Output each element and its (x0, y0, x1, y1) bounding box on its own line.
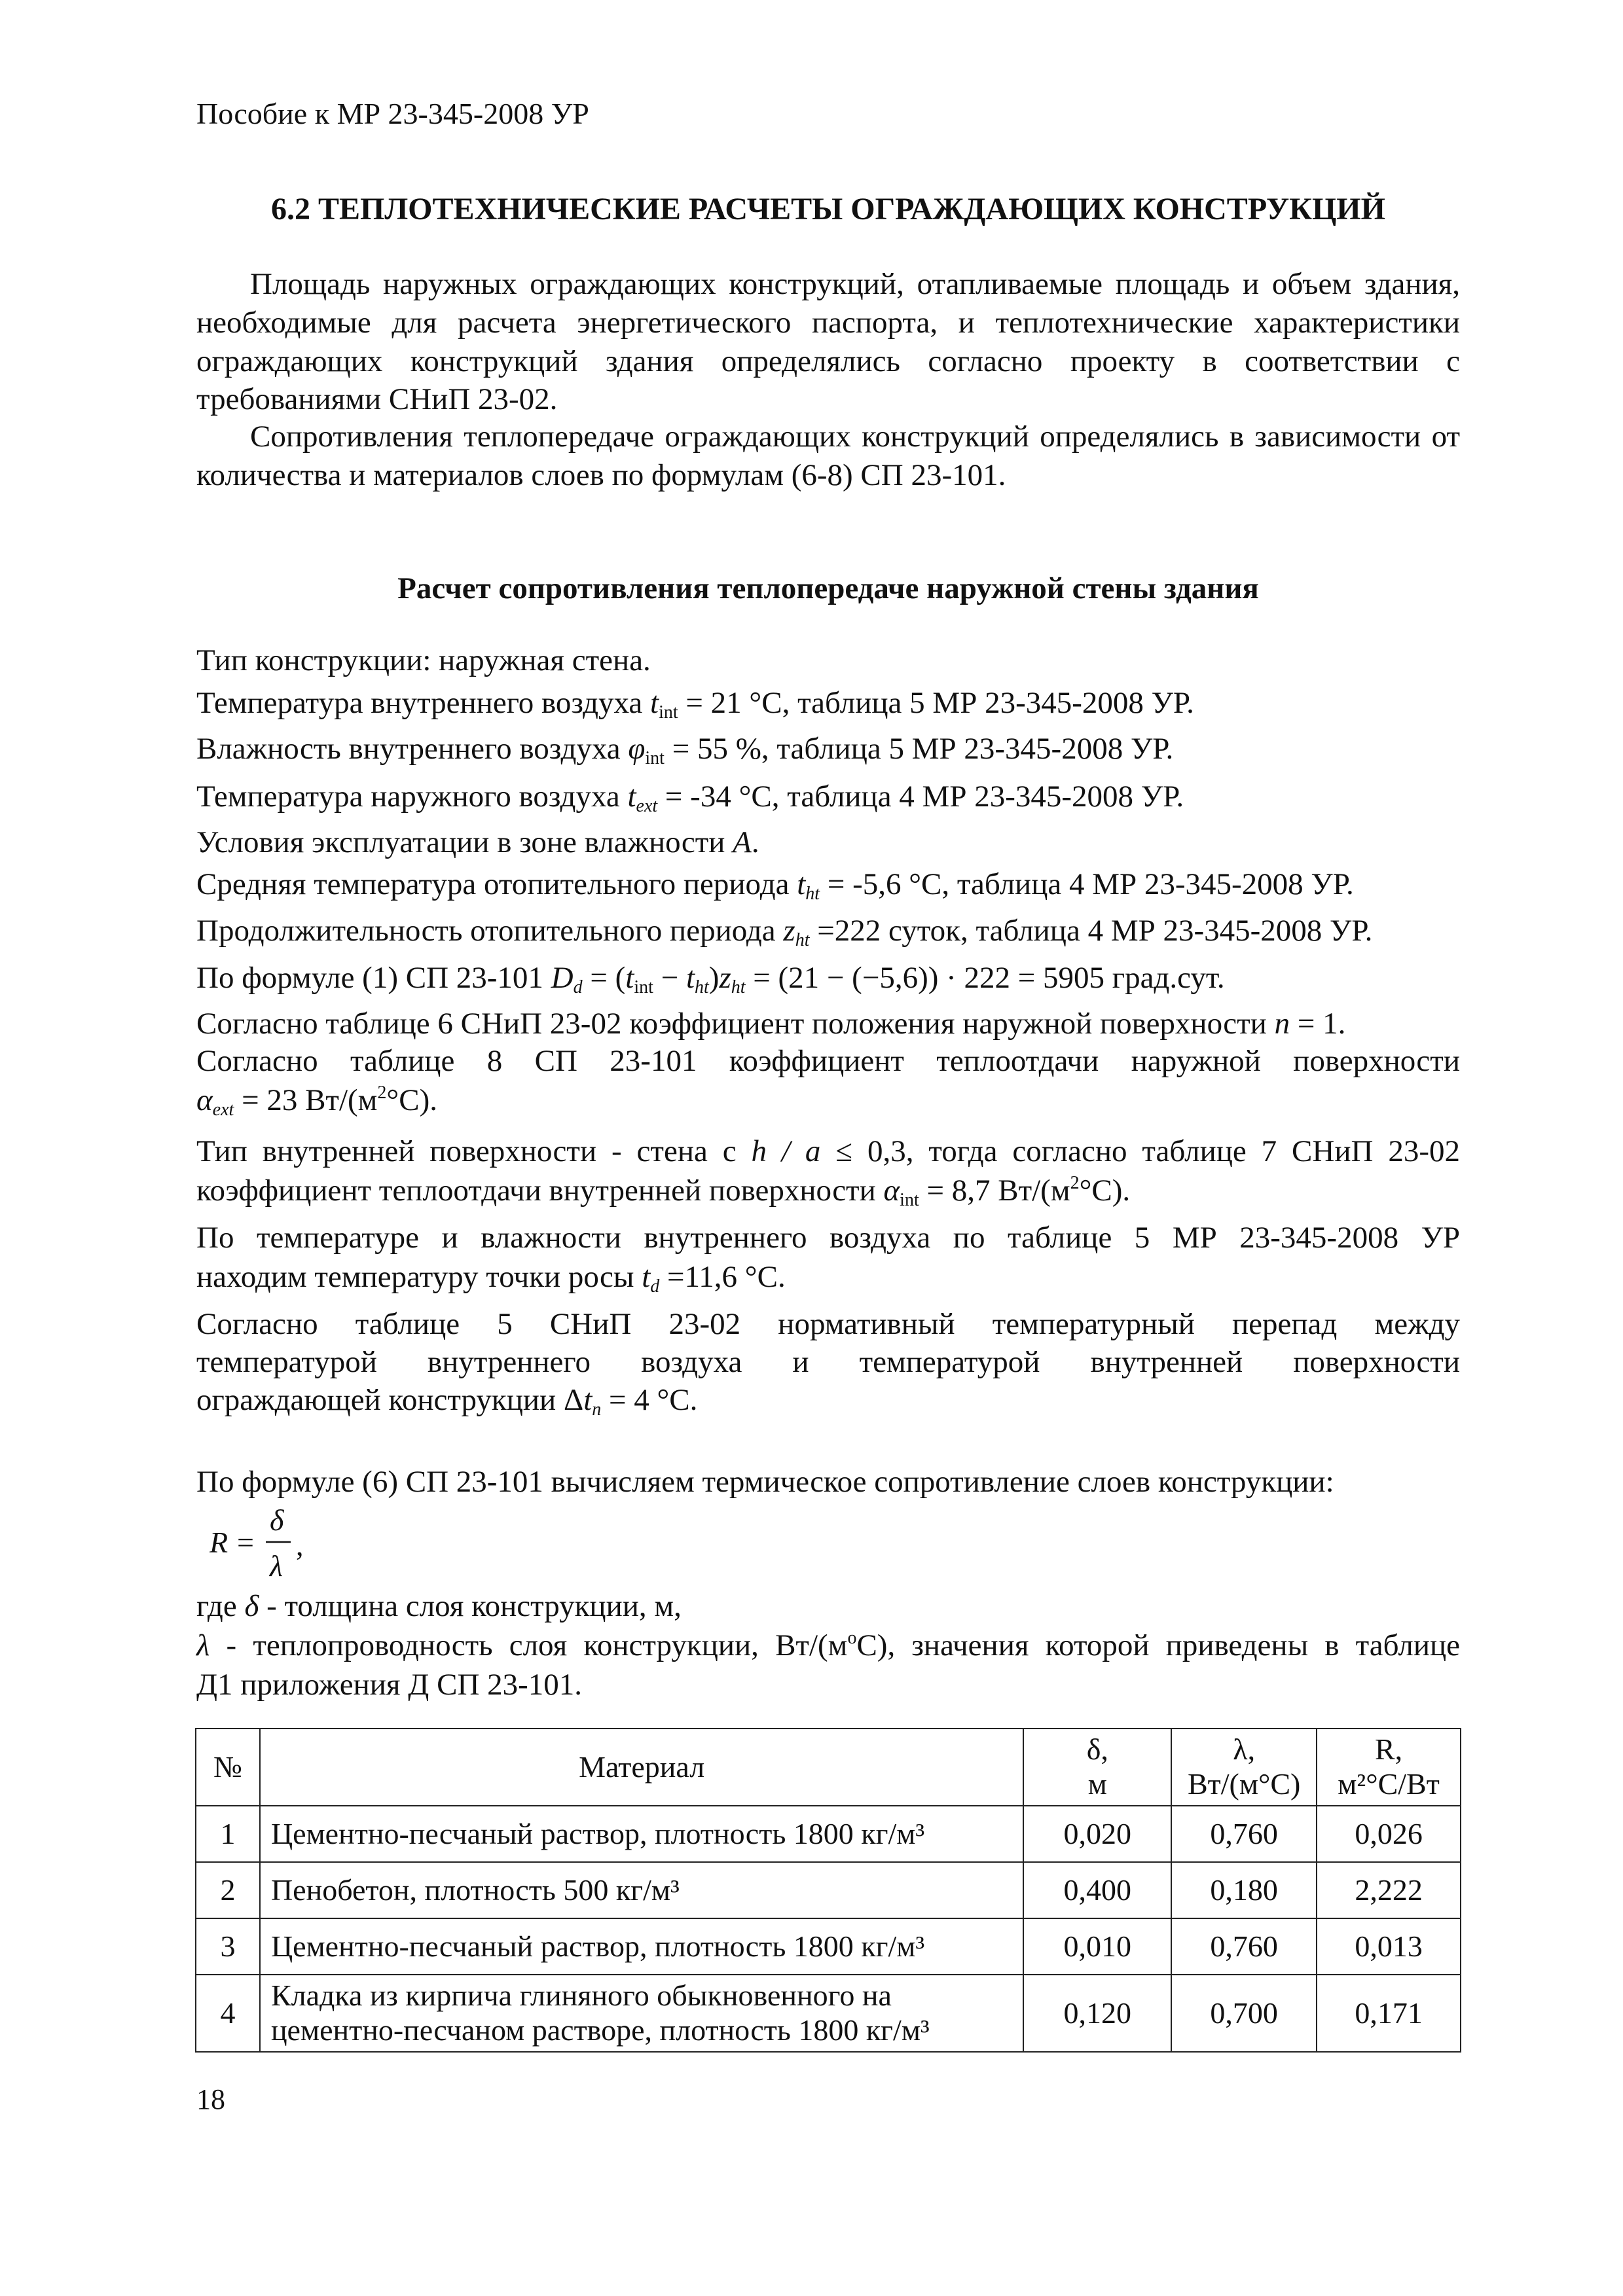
t-d-symbol: t (642, 1260, 651, 1294)
t-int-line (196, 684, 1460, 724)
row-num: 1 (196, 1806, 260, 1862)
alpha-ext-line: Согласно таблице 8 СП 23-101 коэффициент теплоотдачи наружной поверхности (196, 1044, 1460, 1078)
z-ht-subscript: ht (795, 930, 810, 950)
header-delta: δ, м (1023, 1729, 1171, 1806)
alpha-ext-symbol: α (196, 1083, 213, 1117)
dd-subscript: d (573, 977, 583, 997)
t-ht-subscript: ht (805, 884, 820, 904)
dew-point-line-1: По температуре и влажности внутреннего воздуха по таблице 5 МР 23-345-2008 УР (196, 1221, 1460, 1255)
table-row (196, 1862, 1461, 1918)
alpha-ext-subscript: ext (212, 1100, 234, 1120)
header-r: R, м²°С/Вт (1317, 1729, 1461, 1806)
svg-text:=: = (237, 1526, 254, 1559)
where-delta-desc: - толщина слоя конструкции, м, (259, 1589, 682, 1623)
row-lambda: 0,760 (1171, 1806, 1317, 1862)
header-material: Материал (260, 1729, 1023, 1806)
calculation-subtitle: Расчет сопротивления теплопередаче наружной стены здания (397, 571, 1259, 605)
dd-symbol: D (551, 961, 574, 995)
z-ht-value: =222 суток, таблица 4 МР 23-345-2008 УР. (809, 914, 1373, 948)
delta-tn-subscript: n (592, 1399, 602, 1420)
degree-days-label: По формуле (1) СП 23-101 (196, 961, 551, 995)
row-material: Цементно-песчаный раствор, плотность 1800 кг/м³ (260, 1918, 1023, 1975)
t-ht-label: Средняя температура отопительного периода (196, 867, 797, 901)
delta-tn-label: ограждающей конструкции (196, 1383, 564, 1417)
dew-point-label: находим температуру точки росы (196, 1260, 642, 1294)
row-lambda: 0,180 (1171, 1862, 1317, 1918)
row-material: Цементно-песчаный раствор, плотность 1800 кг/м³ (260, 1806, 1023, 1862)
formula-intro: По формуле (6) СП 23-101 вычисляем термическое сопротивление слоев конструкции: (196, 1465, 1334, 1499)
where-label: где (196, 1589, 245, 1623)
n-coefficient-label: Согласно таблице 6 СНиП 23-02 коэффициент положения наружной поверхности (196, 1007, 1275, 1041)
t-int-value: = 21 °С, таблица 5 МР 23-345-2008 УР. (678, 686, 1194, 720)
t-ext-subscript: ext (636, 796, 658, 816)
row-delta: 0,400 (1023, 1862, 1171, 1918)
alpha-int-line-1-label: Тип внутренней поверхности - стена с (196, 1134, 752, 1168)
svg-text:,: , (296, 1528, 304, 1562)
row-num: 3 (196, 1918, 260, 1975)
n-symbol: n (1274, 1007, 1290, 1041)
t-ht-line (196, 865, 1460, 905)
intro-paragraph-1: Площадь наружных ограждающих конструкций, отапливаемые площадь и объем здания, необходимые для расчета энергетического паспорта, и теплотехнические характеристики ограждающих конструкций здания определялись согласно проекту в соответствии с требованиями СНиП 23-02. (196, 267, 1460, 417)
n-coefficient-value: = 1. (1290, 1007, 1346, 1041)
table-row (196, 1975, 1461, 2052)
where-lambda-desc: - теплопроводность слоя конструкции, Вт/(м (210, 1628, 848, 1662)
row-delta: 0,010 (1023, 1918, 1171, 1975)
table-row (196, 1806, 1461, 1862)
materials-table (195, 1728, 1461, 2053)
alpha-int-line-1-value: 0,3, тогда согласно таблице 7 СНиП 23-02 (867, 1134, 1460, 1168)
phi-subscript: int (645, 748, 665, 768)
delta-tn-value: = 4 °С. (601, 1383, 698, 1417)
resistance-formula (210, 1499, 340, 1584)
delta-tn-line-1: Согласно таблице 5 СНиП 23-02 нормативный температурный перепад между (196, 1307, 1460, 1341)
delta-tn-line-3 (196, 1381, 1460, 1421)
t-int-label: Температура внутреннего воздуха (196, 686, 651, 720)
t-ht-symbol: t (797, 867, 806, 901)
table-header-row (196, 1729, 1461, 1806)
humidity-zone-value: А (733, 825, 752, 859)
svg-text:δ: δ (270, 1503, 284, 1537)
row-r: 0,171 (1317, 1975, 1461, 2052)
row-num: 2 (196, 1862, 260, 1918)
n-coefficient-line (196, 1005, 1460, 1043)
phi-int-line (196, 730, 1460, 770)
degree-days-value: = (21 − (−5,6)) · 222 = 5905 град.сут. (745, 961, 1225, 995)
where-lambda-desc-end: С), значения которой приведены в таблице (856, 1628, 1460, 1662)
degree-days-line (196, 959, 1460, 999)
svg-text:λ: λ (270, 1549, 283, 1583)
alpha-ext-value: = 23 Вт/(м (234, 1083, 378, 1117)
row-r: 0,013 (1317, 1918, 1461, 1975)
t-d-subscript: d (650, 1276, 660, 1297)
t-ht-value: = -5,6 °С, таблица 4 МР 23-345-2008 УР. (820, 867, 1354, 901)
row-delta: 0,120 (1023, 1975, 1171, 2052)
where-delta-line (196, 1587, 1460, 1626)
humidity-zone-label: Условия эксплуатации в зоне влажности (196, 825, 733, 859)
z-ht-symbol: z (783, 914, 795, 948)
phi-symbol: φ (628, 732, 646, 766)
intro-paragraph-2: Сопротивления теплопередаче ограждающих конструкций определялись в зависимости от количества и материалов слоев по формулам (6-8) СП 23-101. (196, 420, 1460, 492)
header-num: № (196, 1729, 260, 1806)
dd-formula-middle: = (tint − $t_{ht})z_{ht}$ (582, 961, 746, 997)
row-delta: 0,020 (1023, 1806, 1171, 1862)
t-int-subscript: int (659, 702, 678, 723)
where-lambda-line-1: λ - теплопроводность слоя конструкции, $Вт/(м^oС)$, значения которой приведены в таблице (196, 1628, 1460, 1662)
t-int-symbol: t (650, 686, 659, 720)
row-lambda: 0,760 (1171, 1918, 1317, 1975)
dew-point-value: =11,6 °С. (659, 1260, 786, 1294)
where-lambda-line-2: Д1 приложения Д СП 23-101. (196, 1668, 583, 1702)
alpha-int-value: = 8,7 Вт/(м (919, 1174, 1070, 1208)
t-ext-line (196, 778, 1460, 817)
lambda-symbol: λ (196, 1628, 210, 1662)
t-ext-value: = -34 °С, таблица 4 МР 23-345-2008 УР. (657, 780, 1184, 814)
alpha-int-subscript: int (900, 1190, 919, 1210)
phi-int-value: = 55 %, таблица 5 МР 23-345-2008 УР. (664, 732, 1174, 766)
alpha-int-symbol: α (883, 1174, 900, 1208)
alpha-ext-value-line: $\alpha_{ext} = 23$ $Вт/(м^2^\circ С)$. (196, 1083, 437, 1120)
row-lambda: 0,700 (1171, 1975, 1317, 2052)
header-lambda: λ, Вт/(м°С) (1171, 1729, 1317, 1806)
alpha-int-line-2-label: коэффициент теплоотдачи внутренней поверхности (196, 1174, 884, 1208)
section-title: 6.2 ТЕПЛОТЕХНИЧЕСКИЕ РАСЧЕТЫ ОГРАЖДАЮЩИХ КОНСТРУКЦИЙ (271, 192, 1385, 226)
delta-tn-line-2: температурой внутреннего воздуха и температурой внутренней поверхности (196, 1345, 1460, 1379)
delta-tn-symbol: Δt (563, 1383, 593, 1417)
alpha-int-line-1: Тип внутренней поверхности - стена с h / a ≤ 0,3, тогда согласно таблице 7 СНиП 23-02 (196, 1134, 1460, 1168)
delta-symbol: δ (244, 1589, 259, 1623)
z-ht-label: Продолжительность отопительного периода (196, 914, 784, 948)
svg-text:R: R (210, 1526, 228, 1559)
construction-type-line: Тип конструкции: наружная стена. (196, 643, 651, 677)
alpha-int-line-2: коэффициент теплоотдачи внутренней поверхности αint = 8,7 $Вт/(м^2^\circ С)$. (196, 1173, 1131, 1210)
t-ext-symbol: t (627, 780, 636, 814)
row-material: Пенобетон, плотность 500 кг/м³ (260, 1862, 1023, 1918)
row-r: 0,026 (1317, 1806, 1461, 1862)
row-num: 4 (196, 1975, 260, 2052)
z-ht-line (196, 912, 1460, 952)
dew-point-line-2 (196, 1258, 1460, 1298)
h-over-a-symbol: h / a (751, 1134, 821, 1168)
phi-int-label: Влажность внутреннего воздуха (196, 732, 629, 766)
humidity-zone-line: Условия эксплуатации в зоне влажности А. (196, 825, 759, 859)
page-header: Пособие к МР 23-345-2008 УР (196, 97, 589, 130)
table-row (196, 1918, 1461, 1975)
row-material: Кладка из кирпича глиняного обыкновенного на цементно-песчаном растворе, плотность 1800 кг/м³ (260, 1975, 1023, 2052)
page-number: 18 (196, 2083, 225, 2115)
row-r: 2,222 (1317, 1862, 1461, 1918)
t-ext-label: Температура наружного воздуха (196, 780, 628, 814)
